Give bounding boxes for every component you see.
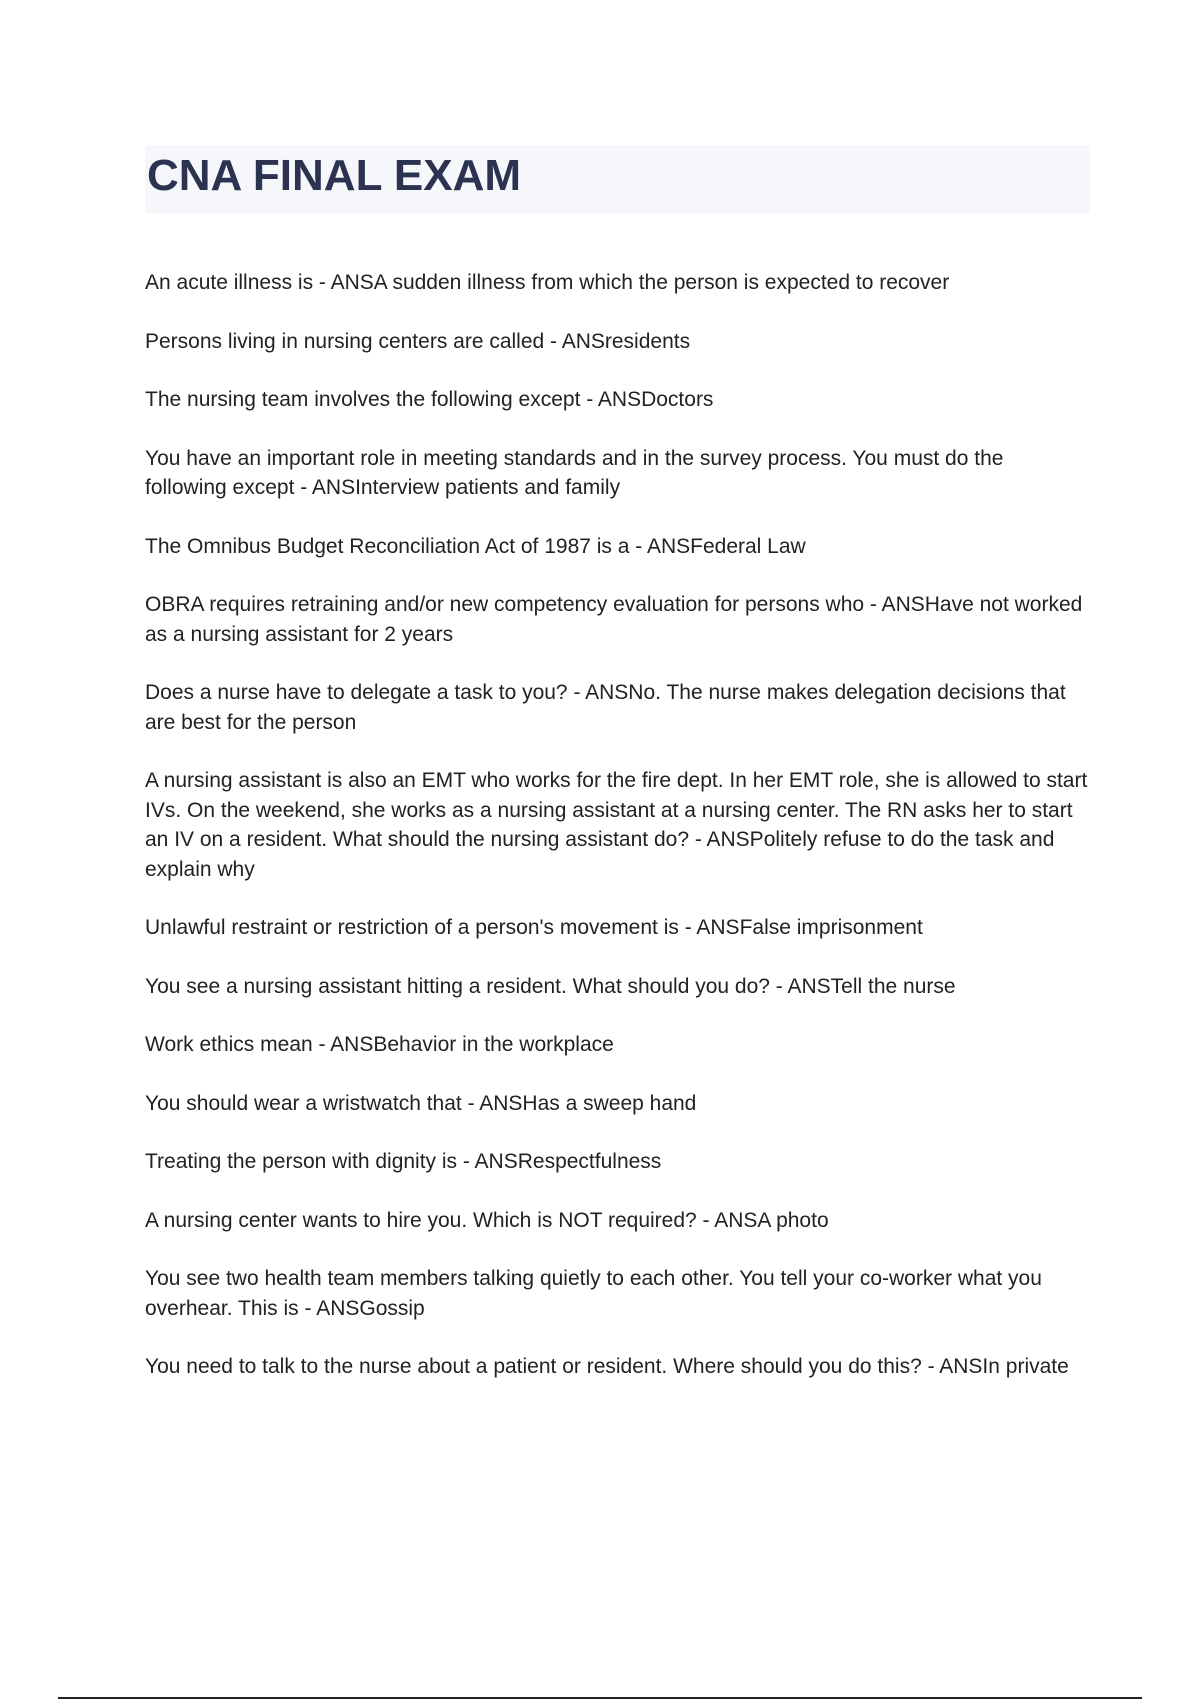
title-banner [145,145,1090,213]
qa-item: Does a nurse have to delegate a task to you? - ANSNo. The nurse makes delegation decisions that are best for the person [145,681,1066,734]
qa-item: Treating the person with dignity is - ANSRespectfulness [145,1150,662,1173]
qa-item: You should wear a wristwatch that - ANSHas a sweep hand [145,1091,697,1115]
page-title: CNA FINAL EXAM [147,151,521,200]
qa-item: Persons living in nursing centers are called - ANSresidents [145,329,691,353]
qa-item: Work ethics mean - ANSBehavior in the workplace [145,1033,614,1056]
qa-item: The nursing team involves the following except - ANSDoctors [145,388,714,411]
qa-item: You have an important role in meeting standards and in the survey process. You must do the following except - ANSInterview patients and family [145,446,1004,499]
qa-item: A nursing assistant is also an EMT who works for the fire dept. In her EMT role, she is allowed to start IVs. On the weekend, she works as a nursing assistant at a nursing center. The RN asks her to start an IV on a resident. What should the nursing assistant do? - ANSPolitely refuse to do the task and explain why [145,769,1088,881]
footer-divider [58,1697,1142,1699]
qa-item: The Omnibus Budget Reconciliation Act of 1987 is a - ANSFederal Law [145,534,806,558]
qa-item: OBRA requires retraining and/or new competency evaluation for persons who - ANSHave not worked as a nursing assistant for 2 years [145,593,1083,646]
qa-item: A nursing center wants to hire you. Which is NOT required? - ANSA photo [145,1208,829,1232]
qa-item: An acute illness is - ANSA sudden illness from which the person is expected to recover [145,271,950,294]
question-answer-list [145,268,1090,1411]
qa-item: Unlawful restraint or restriction of a person's movement is - ANSFalse imprisonment [145,916,923,939]
qa-item: You see two health team members talking quietly to each other. You tell your co-worker what you overhear. This is - ANSGossip [145,1267,1042,1320]
qa-item: You need to talk to the nurse about a patient or resident. Where should you do this? - ANSIn private [145,1355,1069,1378]
qa-item: You see a nursing assistant hitting a resident. What should you do? - ANSTell the nurse [145,974,956,998]
